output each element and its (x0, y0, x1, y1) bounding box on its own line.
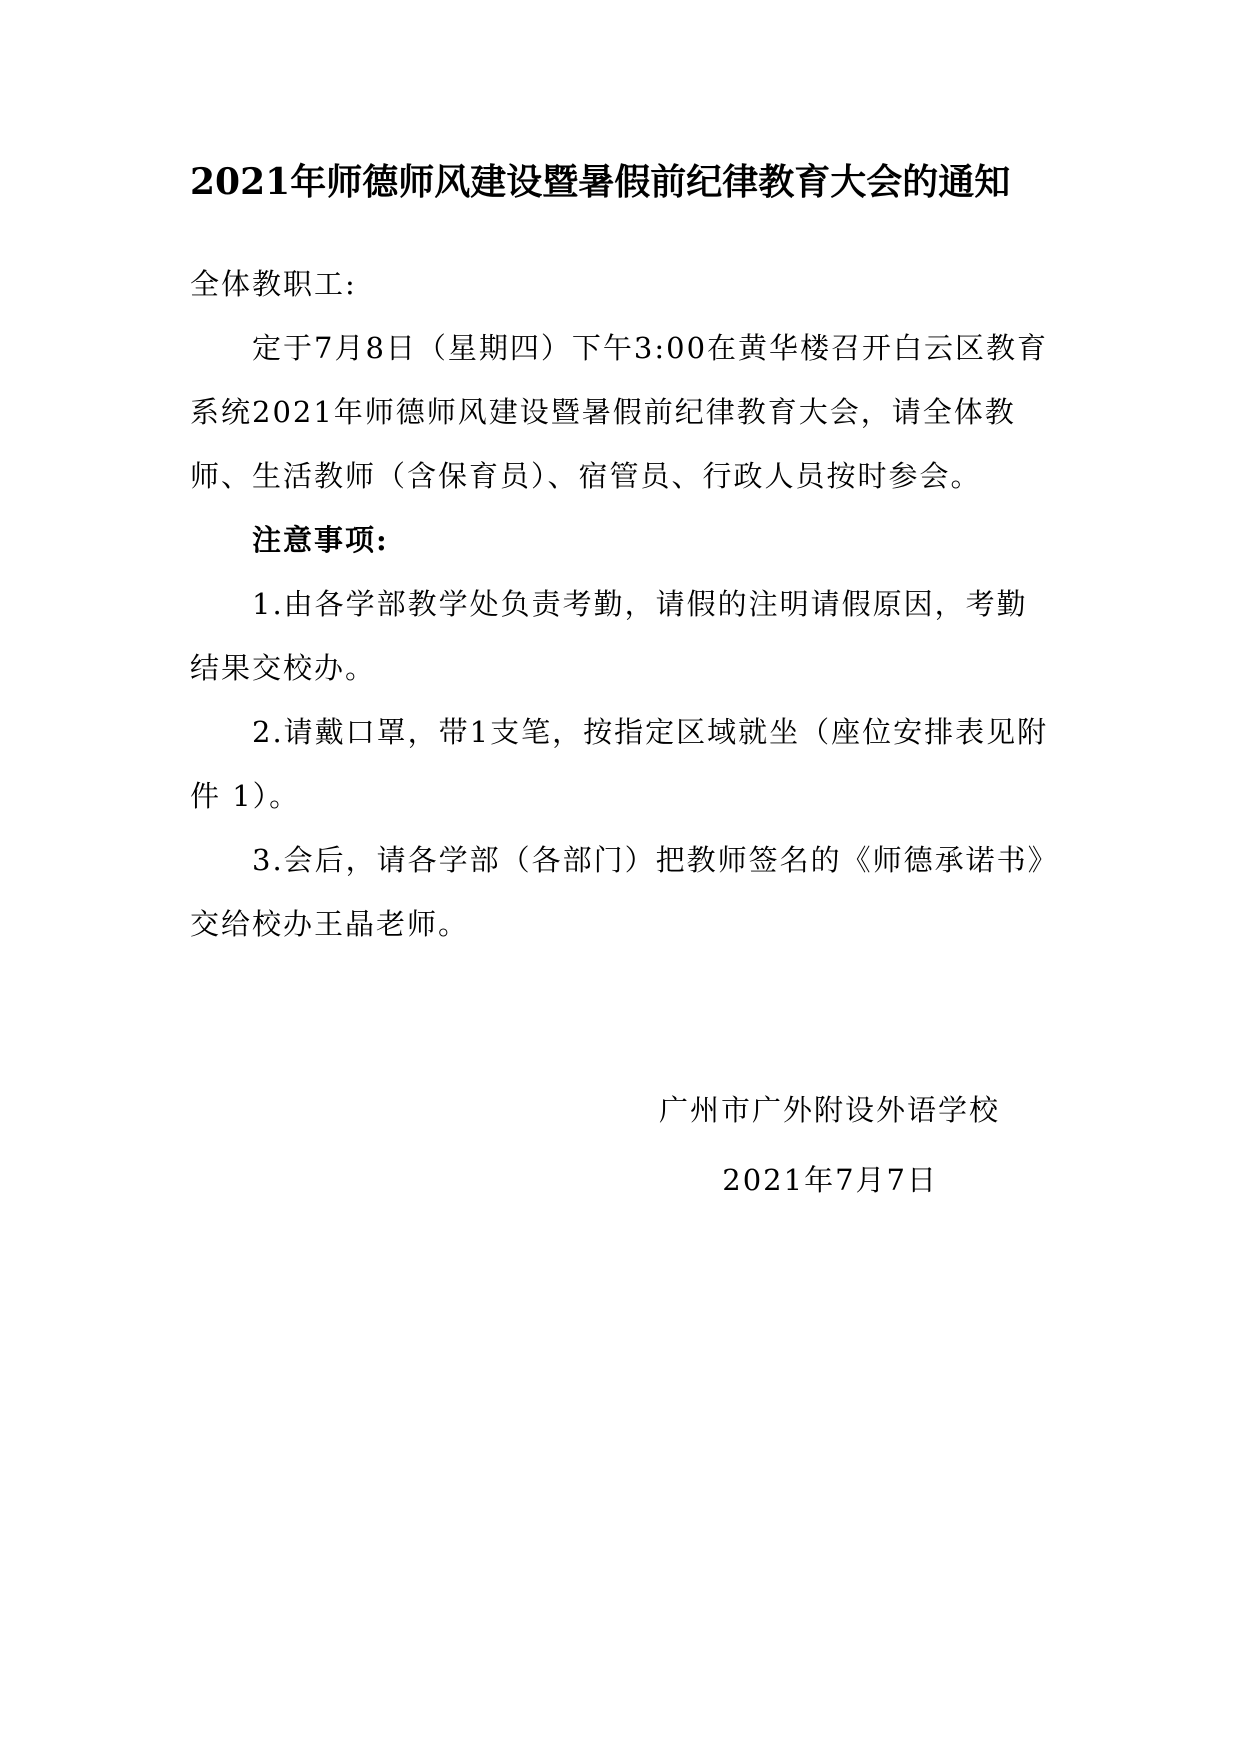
document-title: 2021年师德师风建设暨暑假前纪律教育大会的通知 (190, 161, 1011, 203)
main-paragraph: 定于7月8日（星期四）下午3:00在黄华楼召开白云区教育系统2021年师德师风建设暨暑假前纪律教育大会，请全体教师、生活教师（含保育员）、宿管员、行政人员按时参会。 (190, 331, 1049, 493)
salutation: 全体教职工: (190, 267, 357, 301)
notice-heading: 注意事项: (252, 523, 389, 557)
notice-item-2: 2.请戴口罩，带1支笔，按指定区域就坐（座位安排表见附件 1）。 (190, 715, 1049, 813)
signature-date: 2021年7月7日 (722, 1163, 938, 1197)
notice-item-3: 3.会后，请各学部（各部门）把教师签名的《师德承诺书》交给校办王晶老师。 (190, 843, 1045, 941)
signature-org: 广州市广外附设外语学校 (658, 1093, 1000, 1127)
notice-item-1: 1.由各学部教学处负责考勤，请假的注明请假原因，考勤结果交校办。 (190, 587, 1028, 685)
